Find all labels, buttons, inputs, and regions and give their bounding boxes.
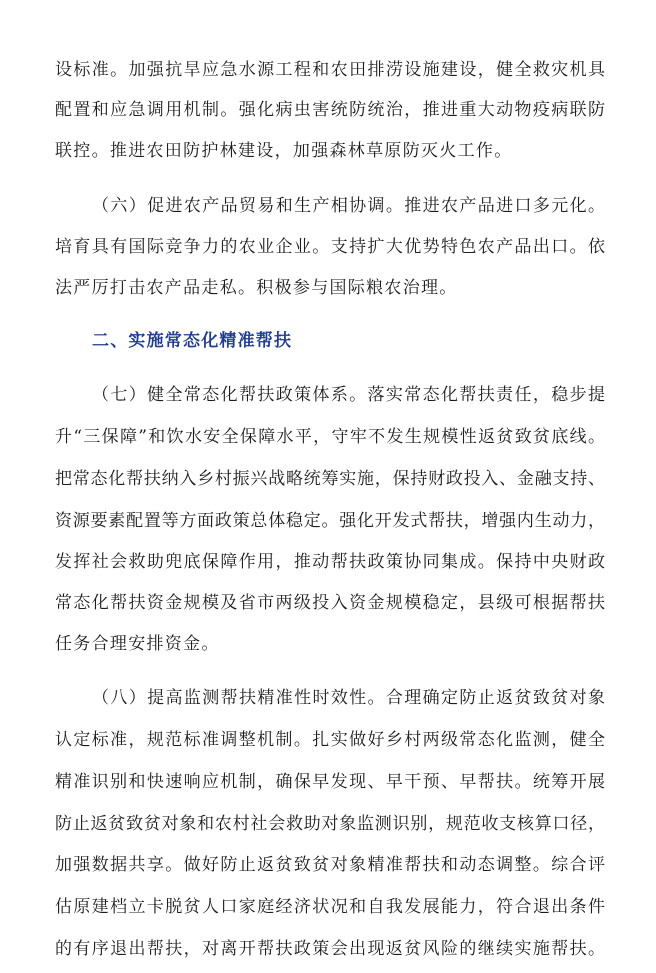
paragraph-line: 精准识别和快速响应机制，确保早发现、早干预、早帮扶。统筹开展: [55, 772, 605, 792]
paragraph-line: （八）提高监测帮扶精准性时效性。合理确定防止返贫致贫对象: [92, 688, 605, 708]
paragraph-line: 常态化帮扶资金规模及省市两级投入资金规模稳定，县级可根据帮扶: [55, 593, 605, 613]
section-heading: 二、实施常态化精准帮扶: [92, 331, 293, 351]
paragraph-line: 资源要素配置等方面政策总体稳定。强化开发式帮扶，增强内生动力，: [55, 511, 605, 531]
paragraph-line: 估原建档立卡脱贫人口家庭经济状况和自我发展能力，符合退出条件: [55, 897, 605, 917]
paragraph-line: 配置和应急调用机制。强化病虫害统防统治，推进重大动物疫病联防: [55, 100, 605, 120]
paragraph-line: （七）健全常态化帮扶政策体系。落实常态化帮扶责任，稳步提: [92, 385, 605, 405]
paragraph-line: 认定标准，规范标准调整机制。扎实做好乡村两级常态化监测，健全: [55, 730, 605, 750]
paragraph-line: （六）促进农产品贸易和生产相协调。推进农产品进口多元化。: [92, 196, 605, 216]
paragraph-line: 的有序退出帮扶，对离开帮扶政策会出现返贫风险的继续实施帮扶。: [55, 939, 605, 959]
paragraph-line: 防止返贫致贫对象和农村社会救助对象监测识别，规范收支核算口径，: [55, 814, 605, 834]
paragraph-line: 法严厉打击农产品走私。积极参与国际粮农治理。: [55, 278, 458, 298]
paragraph-line: 培育具有国际竞争力的农业企业。支持扩大优势特色农产品出口。依: [55, 237, 605, 257]
paragraph-line: 把常态化帮扶纳入乡村振兴战略统筹实施，保持财政投入、金融支持、: [55, 469, 605, 489]
paragraph-line: 联控。推进农田防护林建设，加强森林草原防灭火工作。: [55, 141, 513, 161]
paragraph-line: 发挥社会救助兜底保障作用，推动帮扶政策协同集成。保持中央财政: [55, 552, 605, 572]
paragraph-line: 升“三保障”和饮水安全保障水平，守牢不发生规模性返贫致贫底线。: [55, 427, 605, 447]
paragraph-line: 任务合理安排资金。: [55, 634, 220, 654]
paragraph-line: 加强数据共享。做好防止返贫致贫对象精准帮扶和动态调整。综合评: [55, 855, 605, 875]
paragraph-line: 设标准。加强抗旱应急水源工程和农田排涝设施建设，健全救灾机具: [55, 60, 605, 80]
